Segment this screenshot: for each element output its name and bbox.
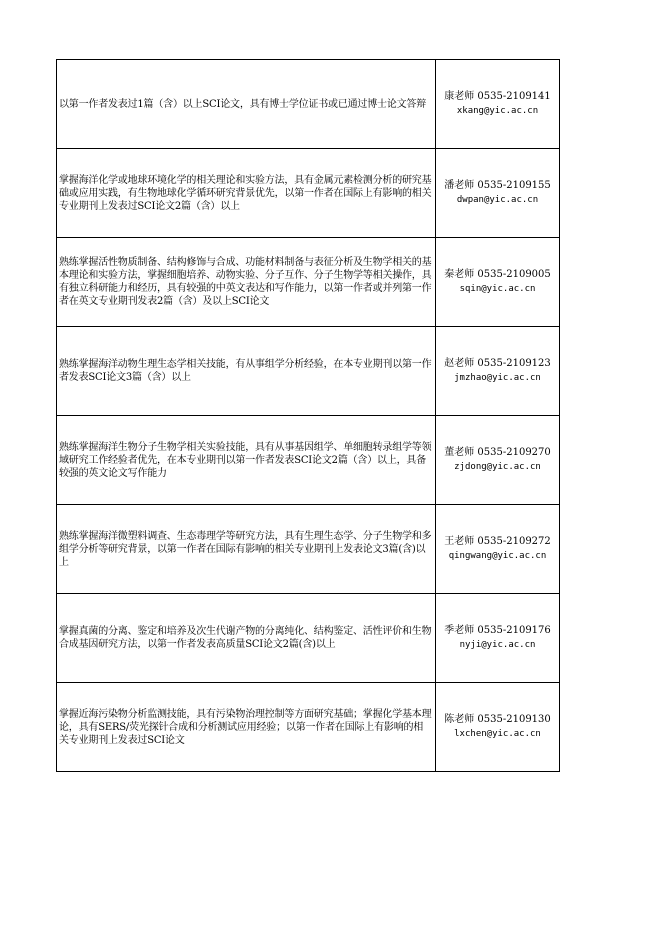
contact-name: 王老师: [444, 536, 475, 547]
contact-name: 董老师: [444, 447, 475, 458]
table-row: [57, 505, 560, 594]
contact-phone: 0535-2109272: [477, 536, 551, 547]
contact-email[interactable]: nyji@yic.ac.cn: [459, 640, 536, 650]
contact-phone: 0535-2109176: [477, 625, 551, 636]
positions-table: [56, 59, 560, 772]
requirement-cell: 掌握近海污染物分析监测技能，具有污染物治理控制等方面研究基础；掌握化学基本理论，具有SERS/荧光探针合成和分析测试应用经验；以第一作者在国际上有影响的相关专业期刊上发表过SCI论文: [57, 683, 436, 772]
contact-phone: 0535-2109123: [477, 358, 551, 369]
contact-email[interactable]: sqin@yic.ac.cn: [459, 284, 536, 294]
table-row: [57, 416, 560, 505]
requirement-cell: 熟练掌握活性物质制备、结构修饰与合成、功能材料制备与表征分析及生物学相关的基本理论和实验方法，掌握细胞培养、动物实验、分子互作、分子生物学等相关操作，具有独立科研能力和经历，具有较强的中英文表达和写作能力，以第一作者或并列第一作者在英文专业期刊发表2篇（含）及以上SCI论文: [57, 238, 436, 327]
contact-cell: [436, 505, 560, 594]
table-row: [57, 238, 560, 327]
contact-cell: [436, 327, 560, 416]
contact-phone: 0535-2109141: [477, 91, 551, 102]
table-row: [57, 594, 560, 683]
contact-cell: [436, 416, 560, 505]
table-row: [57, 60, 560, 149]
table-row: [57, 327, 560, 416]
contact-cell: [436, 60, 560, 149]
contact-cell: [436, 238, 560, 327]
contact-email[interactable]: dwpan@yic.ac.cn: [456, 195, 539, 205]
requirement-cell: 掌握真菌的分离、鉴定和培养及次生代谢产物的分离纯化、结构鉴定、活性评价和生物合成基因研究方法，以第一作者发表高质量SCI论文2篇(含)以上: [57, 594, 436, 683]
contact-cell: [436, 683, 560, 772]
contact-phone: 0535-2109270: [477, 447, 551, 458]
requirement-cell: 熟练掌握海洋生物分子生物学相关实验技能，具有从事基因组学、单细胞转录组学等领域研究工作经验者优先，在本专业期刊以第一作者发表SCI论文2篇（含）以上，具备较强的英文论文写作能力: [57, 416, 436, 505]
requirement-cell: 熟练掌握海洋动物生理生态学相关技能，有从事组学分析经验，在本专业期刊以第一作者发表SCI论文3篇（含）以上: [57, 327, 436, 416]
requirement-cell: 熟练掌握海洋微塑料调查、生态毒理学等研究方法，具有生理生态学、分子生物学和多组学分析等研究背景，以第一作者在国际有影响的相关专业期刊上发表论文3篇(含)以上: [57, 505, 436, 594]
contact-email[interactable]: zjdong@yic.ac.cn: [454, 462, 541, 472]
contact-email[interactable]: jmzhao@yic.ac.cn: [454, 373, 541, 383]
contact-name: 季老师: [444, 625, 475, 636]
requirement-cell: 以第一作者发表过1篇（含）以上SCI论文，具有博士学位证书或已通过博士论文答辩: [57, 60, 436, 149]
contact-email[interactable]: qingwang@yic.ac.cn: [448, 551, 547, 561]
contact-phone: 0535-2109155: [477, 180, 551, 191]
requirement-cell: 掌握海洋化学或地球环境化学的相关理论和实验方法，具有金属元素检测分析的研究基础或应用实践，有生物地球化学循环研究背景优先，以第一作者在国际上有影响的相关专业期刊上发表过SCI论文2篇（含）以上: [57, 149, 436, 238]
contact-phone: 0535-2109130: [477, 714, 551, 725]
contact-name: 陈老师: [444, 714, 475, 725]
contact-name: 康老师: [444, 91, 475, 102]
contact-email[interactable]: lxchen@yic.ac.cn: [454, 729, 541, 739]
table-row: [57, 149, 560, 238]
contact-cell: [436, 149, 560, 238]
contact-name: 赵老师: [444, 358, 475, 369]
table-row: [57, 683, 560, 772]
contact-name: 潘老师: [444, 180, 475, 191]
contact-name: 秦老师: [444, 269, 475, 280]
contact-email[interactable]: xkang@yic.ac.cn: [456, 106, 539, 116]
contact-phone: 0535-2109005: [477, 269, 551, 280]
contact-cell: [436, 594, 560, 683]
